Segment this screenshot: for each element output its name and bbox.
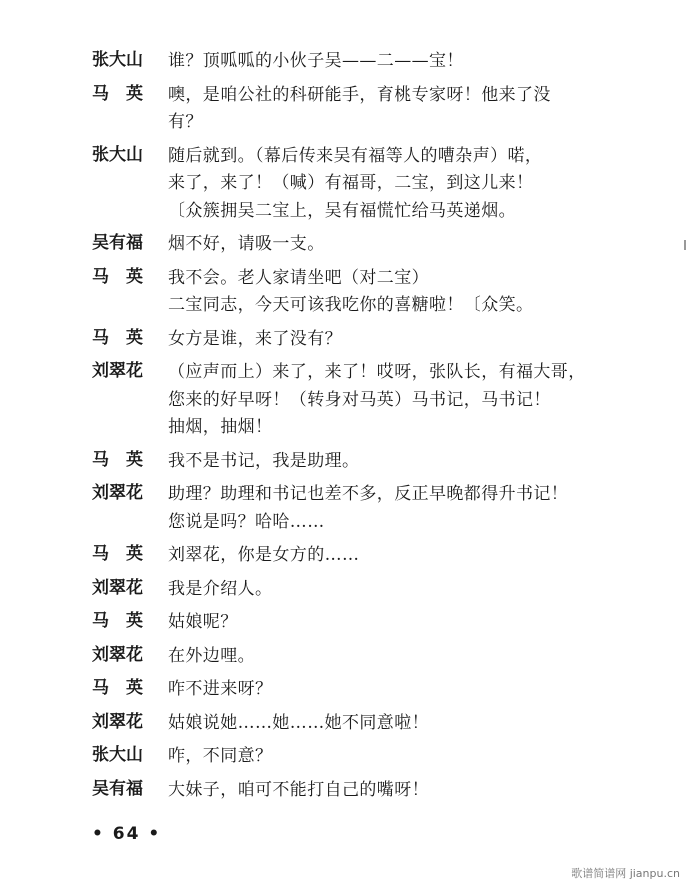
dialogue-line: 噢，是咱公社的科研能手，育桃专家呀！他来了没 (168, 84, 551, 105)
dialogue-line: 二宝同志，今天可该我吃你的喜糖啦！〔众笑。 (168, 295, 534, 315)
speaker-name: 吴有福 (92, 233, 143, 253)
dialogue-line: 我不会。老人家请坐吧（对二宝） (168, 267, 429, 288)
dialogue-lines (168, 609, 652, 637)
dialogue-entry (92, 359, 652, 442)
scan-edge-mark (684, 240, 686, 250)
dialogue-line: 有？ (168, 112, 203, 132)
speaker-name: 马 英 (92, 327, 143, 348)
dialogue-lines (168, 265, 652, 320)
dialogue-entry (92, 326, 652, 354)
speaker-name: 吴有福 (92, 778, 143, 799)
speaker-name: 刘翠花 (92, 577, 143, 598)
dialogue-lines (168, 231, 652, 259)
dialogue-lines (168, 326, 652, 354)
dialogue-lines (168, 82, 652, 137)
speaker-name: 马 英 (92, 83, 143, 104)
dialogue-entry (92, 643, 652, 671)
dialogue-entry (92, 609, 652, 637)
dialogue-line: 您说是吗？哈哈…… (168, 511, 325, 532)
dialogue-entry (92, 448, 652, 476)
dialogue-line: 姑娘呢？ (168, 612, 238, 632)
speaker-name: 张大山 (92, 144, 143, 165)
dialogue-line: 女方是谁，来了没有？ (168, 328, 342, 349)
speaker-name: 马 英 (92, 544, 143, 564)
dialogue-lines (168, 743, 652, 771)
dialogue-line: 我不是书记，我是助理。 (168, 450, 360, 471)
dialogue-line: 谁？顶呱呱的小伙子吴——二——宝！ (168, 51, 464, 71)
dialogue-entry (92, 481, 652, 536)
dialogue-block (92, 48, 652, 810)
speaker-name: 张大山 (92, 50, 143, 70)
speaker-name: 马 英 (92, 449, 143, 470)
dialogue-line: 大妹子，咱可不能打自己的嘴呀！ (168, 779, 429, 800)
speaker-name: 马 英 (92, 678, 143, 698)
dialogue-entry (92, 82, 652, 137)
speaker-name: 刘翠花 (92, 644, 143, 665)
dialogue-entry (92, 143, 652, 226)
dialogue-line: 〔众簇拥吴二宝上，吴有福慌忙给马英递烟。 (168, 200, 516, 221)
page-number: • 64 • (92, 824, 162, 844)
dialogue-entry (92, 542, 652, 570)
dialogue-line: 姑娘说她……她……她不同意啦！ (168, 712, 429, 733)
dialogue-entry (92, 777, 652, 805)
dialogue-line: 来了，来了！（喊）有福哥，二宝，到这儿来！ (168, 173, 534, 193)
dialogue-entry (92, 676, 652, 704)
dialogue-entry (92, 710, 652, 738)
watermark: 歌谱简谱网 jianpu.cn (571, 867, 680, 880)
speaker-name: 马 英 (92, 611, 143, 631)
dialogue-lines (168, 48, 652, 76)
speaker-name: 刘翠花 (92, 361, 143, 381)
dialogue-entry (92, 743, 652, 771)
dialogue-line: （应声而上）来了，来了！哎呀，张队长，有福大哥， (168, 362, 586, 382)
dialogue-line: 咋，不同意？ (168, 746, 273, 766)
dialogue-entry (92, 231, 652, 259)
dialogue-line: 我是介绍人。 (168, 578, 273, 599)
speaker-name: 张大山 (92, 745, 143, 765)
dialogue-lines (168, 710, 652, 738)
dialogue-entry (92, 48, 652, 76)
dialogue-entry (92, 265, 652, 320)
dialogue-lines (168, 676, 652, 704)
speaker-name: 马 英 (92, 266, 143, 287)
dialogue-line: 烟不好，请吸一支。 (168, 234, 325, 254)
dialogue-lines (168, 576, 652, 604)
dialogue-lines (168, 448, 652, 476)
dialogue-lines (168, 542, 652, 570)
dialogue-line: 随后就到。（幕后传来吴有福等人的嘈杂声）喏， (168, 145, 543, 166)
dialogue-lines (168, 643, 652, 671)
speaker-name: 刘翠花 (92, 483, 143, 503)
speaker-name: 刘翠花 (92, 711, 143, 732)
dialogue-line: 助理？助理和书记也差不多，反正早晚都得升书记！ (168, 484, 569, 504)
dialogue-lines (168, 143, 652, 226)
dialogue-lines (168, 777, 652, 805)
dialogue-line: 在外边哩。 (168, 645, 255, 666)
dialogue-lines (168, 481, 652, 536)
dialogue-line: 咋不进来呀？ (168, 679, 273, 699)
dialogue-lines (168, 359, 652, 442)
dialogue-line: 您来的好早呀！（转身对马英）马书记，马书记！ (168, 389, 551, 410)
dialogue-line: 抽烟，抽烟！ (168, 417, 273, 437)
dialogue-entry (92, 576, 652, 604)
dialogue-line: 刘翠花，你是女方的…… (168, 545, 360, 565)
